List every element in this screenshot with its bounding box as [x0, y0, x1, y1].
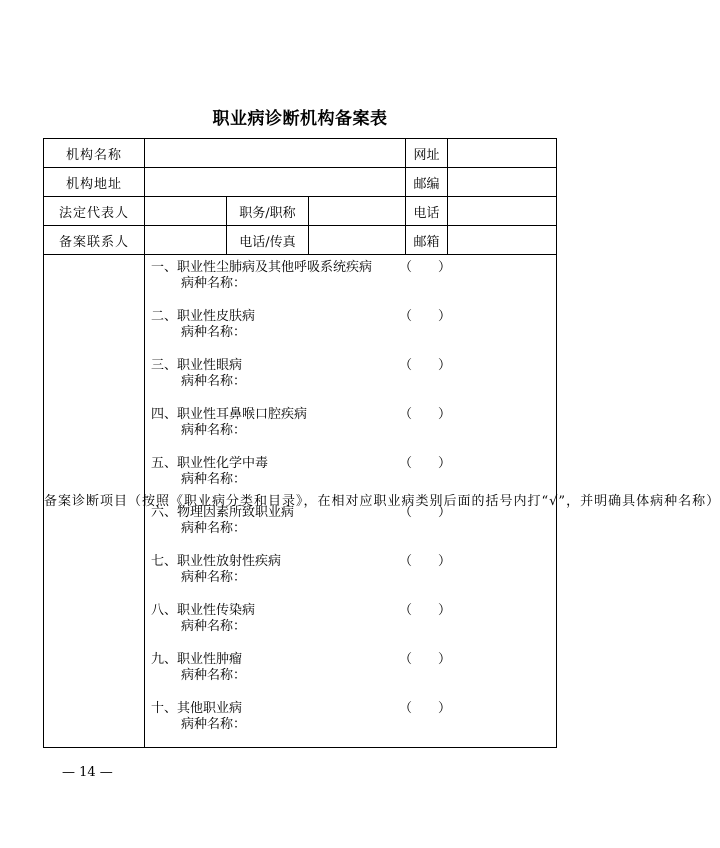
org-address-value[interactable]: [145, 168, 406, 197]
postcode-value[interactable]: [448, 168, 557, 197]
category-title: 五、职业性化学中毒: [151, 456, 269, 471]
checkbox-paren[interactable]: （ ）: [399, 456, 452, 471]
category-item: [151, 502, 556, 551]
disease-name-label: 病种名称：: [181, 472, 247, 487]
category-item: [151, 698, 556, 747]
category-title: 三、职业性眼病: [151, 358, 243, 373]
disease-name-label: 病种名称：: [181, 374, 247, 389]
disease-name-label: 病种名称：: [181, 570, 247, 585]
position-value[interactable]: [309, 197, 406, 226]
position-label: 职务/职称: [227, 197, 309, 226]
phone-fax-label: 电话/传真: [227, 226, 309, 255]
postcode-label: 邮编: [406, 168, 448, 197]
org-address-label: 机构地址: [44, 168, 145, 197]
email-value[interactable]: [448, 226, 557, 255]
checkbox-paren[interactable]: （ ）: [399, 260, 452, 275]
checkbox-paren[interactable]: （ ）: [399, 701, 452, 716]
page-number: — 14 —: [62, 765, 113, 780]
checkbox-paren[interactable]: （ ）: [399, 505, 452, 520]
contact-value[interactable]: [145, 226, 227, 255]
category-title: 四、职业性耳鼻喉口腔疾病: [151, 407, 308, 422]
org-name-label: 机构名称: [44, 139, 145, 168]
legal-rep-label: 法定代表人: [44, 197, 145, 226]
category-item: [151, 306, 556, 355]
disease-name-label: 病种名称：: [181, 325, 247, 340]
row-contact: [44, 226, 557, 255]
category-title: 八、职业性传染病: [151, 603, 256, 618]
website-value[interactable]: [448, 139, 557, 168]
checkbox-paren[interactable]: （ ）: [399, 652, 452, 667]
row-legal-rep: [44, 197, 557, 226]
checkbox-paren[interactable]: （ ）: [399, 554, 452, 569]
category-item: [151, 257, 556, 306]
category-title: 六、物理因素所致职业病: [151, 505, 295, 520]
disease-name-label: 病种名称：: [181, 619, 247, 634]
contact-label: 备案联系人: [44, 226, 145, 255]
row-diagnosis-items: [44, 255, 557, 748]
phone-label: 电话: [406, 197, 448, 226]
row-org-address: [44, 168, 557, 197]
checkbox-paren[interactable]: （ ）: [399, 309, 452, 324]
form-title: 职业病诊断机构备案表: [212, 109, 388, 129]
website-label: 网址: [406, 139, 448, 168]
phone-fax-value[interactable]: [309, 226, 406, 255]
phone-value[interactable]: [448, 197, 557, 226]
disease-name-label: 病种名称：: [181, 717, 247, 732]
category-item: [151, 355, 556, 404]
category-title: 九、职业性肿瘤: [151, 652, 243, 667]
checkbox-paren[interactable]: （ ）: [399, 358, 452, 373]
category-title: 七、职业性放射性疾病: [151, 554, 282, 569]
disease-name-label: 病种名称：: [181, 521, 247, 536]
category-item: [151, 453, 556, 502]
checkbox-paren[interactable]: （ ）: [399, 603, 452, 618]
diagnosis-items-list: [145, 255, 557, 748]
row-org-name: [44, 139, 557, 168]
category-item: [151, 649, 556, 698]
category-item: [151, 551, 556, 600]
category-title: 二、职业性皮肤病: [151, 309, 256, 324]
category-item: [151, 600, 556, 649]
disease-name-label: 病种名称：: [181, 276, 247, 291]
disease-name-label: 病种名称：: [181, 668, 247, 683]
legal-rep-value[interactable]: [145, 197, 227, 226]
checkbox-paren[interactable]: （ ）: [399, 407, 452, 422]
category-title: 一、职业性尘肺病及其他呼吸系统疾病: [151, 260, 373, 275]
disease-name-label: 病种名称：: [181, 423, 247, 438]
diagnosis-items-label: 备案诊断项目（按照《职业病分类和目录》，在相对应职业病类别后面的括号内打“√”，并明确具体病种名称）: [44, 255, 145, 748]
org-name-value[interactable]: [145, 139, 406, 168]
filing-form-table: [43, 138, 720, 748]
category-item: [151, 404, 556, 453]
email-label: 邮箱: [406, 226, 448, 255]
category-title: 十、其他职业病: [151, 701, 243, 716]
